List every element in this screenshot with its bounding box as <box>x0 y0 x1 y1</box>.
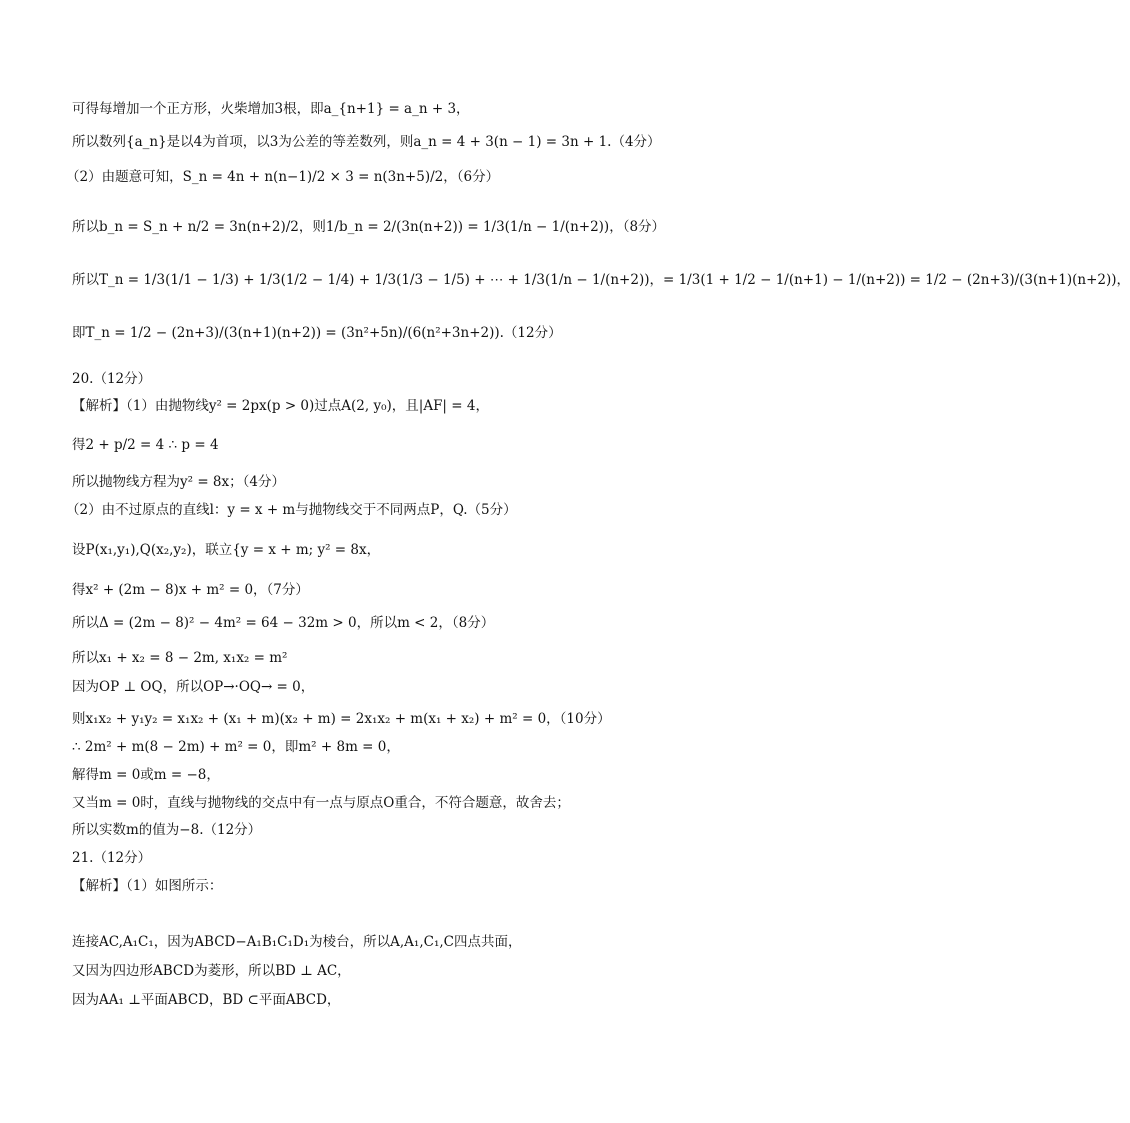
analysis-21-line-1: 【解析】（1）如图所示： <box>72 878 223 894</box>
problem-20-header: 20.（12分） <box>72 371 152 387</box>
analysis-20-line-7: 所以Δ = (2m − 8)² − 4m² = 64 − 32m > 0，所以m < 2，（8分） <box>72 615 495 631</box>
analysis-20-line-6: 得x² + (2m − 8)x + m² = 0，（7分） <box>72 582 309 598</box>
problem-21-header: 21.（12分） <box>72 850 152 866</box>
analysis-20-line-1: 【解析】（1）由抛物线y² = 2px(p > 0)过点A(2, y₀)，且|AF| = 4， <box>72 398 489 414</box>
analysis-20-line-8: 所以x₁ + x₂ = 8 − 2m, x₁x₂ = m² <box>72 650 288 666</box>
solution-line-4: 所以b_n = S_n + n/2 = 3n(n+2)/2，则1/b_n = 2/(3n(n+2)) = 1/3(1/n − 1/(n+2))，（8分） <box>72 219 666 235</box>
analysis-20-line-13: 又当m = 0时，直线与抛物线的交点中有一点与原点O重合，不符合题意，故舍去； <box>72 795 570 811</box>
analysis-21-line-2: 连接AC,A₁C₁，因为ABCD−A₁B₁C₁D₁为棱台，所以A,A₁,C₁,C四点共面， <box>72 934 522 950</box>
solution-line-2: 所以数列{a_n}是以4为首项，以3为公差的等差数列，则a_n = 4 + 3(n − 1) = 3n + 1.（4分） <box>72 134 661 150</box>
solution-line-3: （2）由题意可知，S_n = 4n + n(n−1)/2 × 3 = n(3n+5)/2，（6分） <box>66 169 500 185</box>
analysis-21-line-4: 因为AA₁ ⊥平面ABCD，BD ⊂平面ABCD， <box>72 992 341 1008</box>
analysis-20-line-4: （2）由不过原点的直线l：y = x + m与抛物线交于不同两点P，Q.（5分） <box>66 502 517 518</box>
analysis-20-line-5: 设P(x₁,y₁),Q(x₂,y₂)，联立{y = x + m; y² = 8x， <box>72 542 381 558</box>
solution-line-5: 所以T_n = 1/3(1/1 − 1/3) + 1/3(1/2 − 1/4) + 1/3(1/3 − 1/5) + ⋯ + 1/3(1/n − 1/(n+2))，= 1/3(1 + 1/2 − 1/(n+1) − 1/(n+2)) = 1/2 − (2n+3)/(3(n+1)(n+2))， <box>72 272 1130 288</box>
analysis-21-line-3: 又因为四边形ABCD为菱形，所以BD ⊥ AC， <box>72 963 351 979</box>
analysis-20-line-9: 因为OP ⊥ OQ，所以OP→·OQ→ = 0， <box>72 679 315 695</box>
analysis-20-line-14: 所以实数m的值为−8.（12分） <box>72 822 262 838</box>
analysis-20-line-10: 则x₁x₂ + y₁y₂ = x₁x₂ + (x₁ + m)(x₂ + m) = 2x₁x₂ + m(x₁ + x₂) + m² = 0，（10分） <box>72 711 611 727</box>
analysis-20-line-2: 得2 + p/2 = 4 ∴ p = 4 <box>72 437 219 453</box>
solution-line-1: 可得每增加一个正方形，火柴增加3根，即a_{n+1} = a_n + 3， <box>72 101 470 117</box>
solution-line-6: 即T_n = 1/2 − (2n+3)/(3(n+1)(n+2)) = (3n²+5n)/(6(n²+3n+2)).（12分） <box>72 325 562 341</box>
analysis-20-line-11: ∴ 2m² + m(8 − 2m) + m² = 0，即m² + 8m = 0， <box>72 739 400 755</box>
analysis-20-line-3: 所以抛物线方程为y² = 8x；（4分） <box>72 474 285 490</box>
analysis-20-line-12: 解得m = 0或m = −8， <box>72 767 220 783</box>
